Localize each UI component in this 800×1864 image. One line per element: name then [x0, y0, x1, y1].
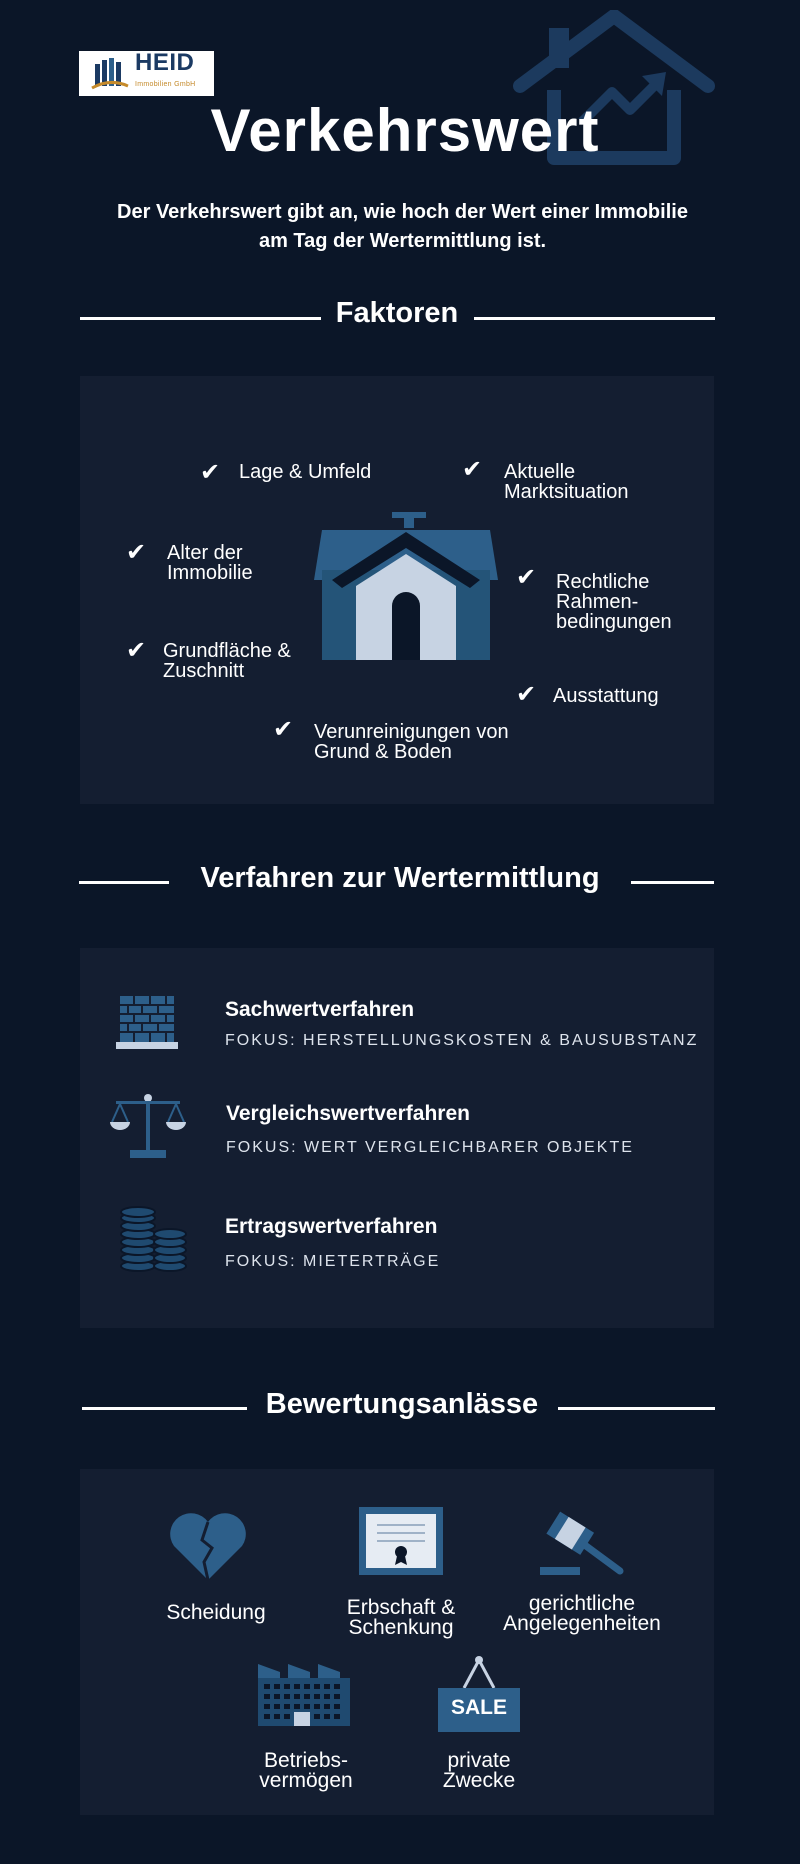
check-icon: ✔: [516, 564, 537, 591]
factor-item: Alter der Immobilie: [167, 542, 253, 584]
divider-left: [79, 881, 169, 884]
factor-item: Ausstattung: [553, 685, 659, 707]
logo-subtitle: Immobilien GmbH: [135, 80, 196, 88]
check-icon: ✔: [273, 716, 294, 743]
occasion-label: Betriebs-vermögen: [259, 1749, 353, 1792]
method-name: Ertragswertverfahren: [225, 1215, 438, 1238]
company-logo: [79, 48, 214, 96]
broken-heart-icon: [168, 1512, 248, 1582]
divider-right: [631, 881, 714, 884]
house-icon: [312, 510, 500, 662]
sale-sign-icon: [434, 1654, 524, 1734]
sale-sign-text: SALE: [450, 1696, 507, 1719]
occasion-label: private Zwecke: [442, 1749, 516, 1792]
divider-right: [558, 1407, 715, 1410]
occasion-label: gerichtliche Angelegenheiten: [503, 1592, 661, 1635]
check-icon: ✔: [516, 681, 537, 708]
factor-item: Verunreinigungen von Grund & Boden: [314, 721, 509, 763]
page-title: Verkehrswert: [210, 97, 600, 164]
factory-icon: [254, 1660, 354, 1730]
section-title-bewertungsanlaesse: Bewertungsanlässe: [265, 1388, 539, 1420]
building-logo-icon: [91, 56, 129, 92]
method-focus: FOKUS: HERSTELLUNGSKOSTEN & BAUSUBSTANZ: [225, 1032, 699, 1049]
section-title-verfahren: Verfahren zur Wertermittlung: [200, 862, 600, 894]
scale-icon: [108, 1092, 188, 1162]
section-title-faktoren: Faktoren: [335, 297, 459, 329]
method-focus: FOKUS: WERT VERGLEICHBARER OBJEKTE: [226, 1139, 634, 1156]
certificate-icon: [357, 1505, 445, 1577]
check-icon: ✔: [462, 456, 483, 483]
method-name: Vergleichswertverfahren: [226, 1102, 470, 1125]
method-focus: FOKUS: MIETERTRÄGE: [225, 1253, 441, 1270]
brick-wall-icon: [116, 996, 180, 1052]
check-icon: ✔: [126, 637, 147, 664]
factor-item: Grundfläche & Zuschnitt: [163, 640, 291, 682]
occasion-label: Scheidung: [166, 1601, 266, 1624]
intro-text: Der Verkehrswert gibt an, wie hoch der Wert einer Immobilie am Tag der Wertermittlung ist.: [117, 201, 688, 252]
occasion-label: Erbschaft & Schenkung: [346, 1596, 456, 1639]
gavel-icon: [536, 1505, 626, 1581]
factor-item: Aktuelle Marktsituation: [504, 461, 629, 503]
method-name: Sachwertverfahren: [225, 998, 415, 1021]
check-icon: ✔: [126, 539, 147, 566]
logo-name: HEID: [135, 48, 195, 76]
factor-item: Lage & Umfeld: [239, 461, 372, 483]
coins-icon: [118, 1206, 190, 1272]
divider-left: [80, 317, 321, 320]
divider-left: [82, 1407, 247, 1410]
divider-right: [474, 317, 715, 320]
check-icon: ✔: [200, 459, 221, 486]
factor-item: Rechtliche Rahmen-bedingungen: [556, 571, 672, 633]
